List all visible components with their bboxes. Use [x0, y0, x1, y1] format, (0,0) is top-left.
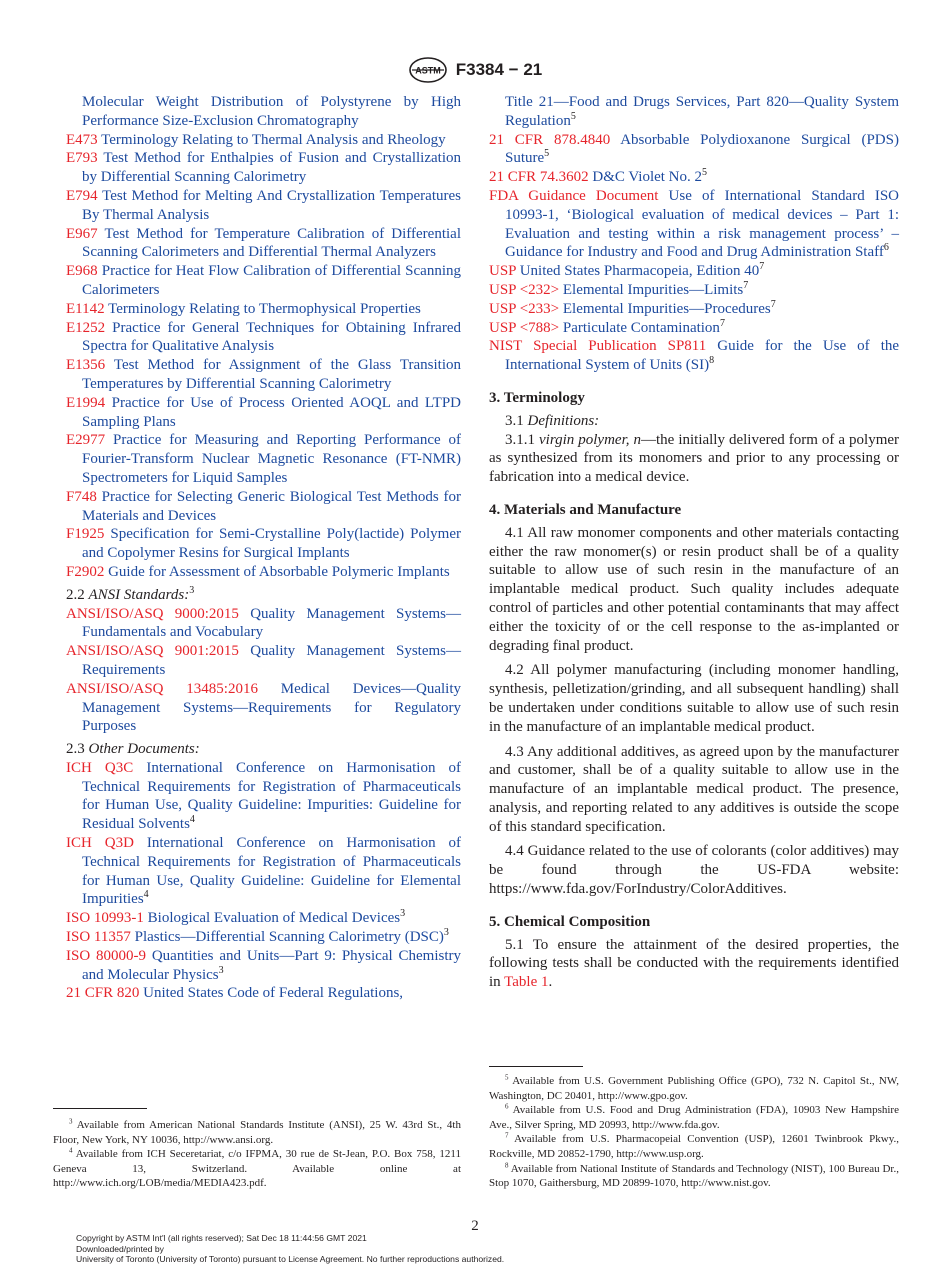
reference-designation[interactable]: ISO 11357 — [66, 929, 131, 946]
reference-entry — [66, 947, 461, 985]
reference-title[interactable]: Plastics—Differential Scanning Calorimetry (DSC) — [134, 929, 444, 946]
footer-line: University of Toronto (University of Toronto) pursuant to License Agreement. No further reproductions authorized. — [76, 1254, 505, 1264]
footnote-number: 6 — [505, 1102, 509, 1111]
reference-title[interactable]: Practice for Measuring and Reporting Performance of Fourier-Transform Nuclear Magnetic Resonance (FT-NMR) Spectrometers for Liquid Samples — [82, 432, 462, 486]
footnote-number: 3 — [69, 1117, 73, 1126]
footnote-text: Available from National Institute of Standards and Technology (NIST), 100 Bureau Dr., Stop 1070, Gaithersburg, MD 20899-1070, http://www.nist.gov. — [489, 1162, 899, 1190]
footnote-marker: 7 — [770, 298, 776, 310]
reference-designation[interactable]: E967 — [66, 225, 98, 242]
section-4-paragraph: 4.3 Any additional additives, as agreed upon by the manufacturer and customer, shall be of a quality suitable to allow use in the manufacture of an implantable medical product. The presence, analysis, and reporting related to any additives is outside the scope of this standard specification. — [489, 743, 899, 835]
reference-title[interactable]: Particulate Contamination — [562, 319, 720, 336]
footnote-marker: 5 — [544, 148, 550, 160]
reference-entry — [489, 319, 899, 338]
referenced-documents-astm — [66, 93, 461, 582]
reference-designation[interactable]: NIST Special Publication SP811 — [489, 338, 707, 355]
footer-line: Downloaded/printed by — [76, 1243, 164, 1254]
reference-title[interactable]: Test Method for Temperature Calibration of Differential Scanning Calorimeters and Differential Thermal Analyzers — [82, 225, 461, 261]
reference-designation[interactable]: ISO 80000-9 — [66, 947, 146, 964]
footnote — [489, 1132, 899, 1161]
reference-designation[interactable]: ISO 10993-1 — [66, 910, 144, 927]
reference-entry — [66, 300, 461, 319]
reference-title[interactable]: Elemental Impurities—Limits — [562, 281, 744, 298]
reference-title[interactable]: Test Method for Enthalpies of Fusion and Crystallization by Differential Scanning Calorimetry — [82, 150, 461, 186]
reference-entry — [66, 759, 461, 834]
reference-title[interactable]: Practice for Use of Process Oriented AOQL and LTPD Sampling Plans — [82, 394, 462, 430]
reference-designation[interactable]: E793 — [66, 150, 98, 167]
reference-title[interactable]: Use of International Standard ISO 10993-1, ‘Biological evaluation of medical devices – Part 1: Evaluation and testing within a risk management process’ – Guidance for Industry and Food and Drug Administration Staff — [505, 187, 900, 261]
astm-logo-icon — [408, 56, 448, 84]
reference-designation[interactable]: F1925 — [66, 526, 105, 543]
reference-designation[interactable]: USP <233> — [489, 300, 560, 317]
document-designation: F3384 − 21 — [455, 60, 543, 79]
reference-entry — [66, 488, 461, 526]
copyright-footer — [76, 1233, 504, 1265]
footnote-rule-left — [53, 1108, 147, 1109]
footnote-marker: 3 — [400, 908, 406, 920]
reference-entry — [66, 525, 461, 563]
reference-title[interactable]: Guide for the Use of the International System of Units (SI) — [505, 338, 900, 374]
reference-title[interactable]: United States Pharmacopeia, Edition 40 — [519, 263, 760, 280]
reference-entry — [66, 984, 461, 1003]
footnote-marker: 4 — [143, 889, 149, 901]
ansi-standards-heading: 2.2 ANSI Standards:$^3$ — [66, 584, 195, 603]
footnote-text: Available from U.S. Pharmacopeial Convention (USP), 12601 Twinbrook Pkwy., Rockville, MD 20852-1790, http://www.usp.org. — [489, 1133, 899, 1160]
footnote-text: Available from U.S. Food and Drug Administration (FDA), 10903 New Hampshire Ave., Silver Spring, MD 20993, http://www.fda.gov. — [489, 1104, 899, 1131]
reference-designation[interactable]: USP <232> — [489, 281, 560, 298]
reference-entry — [66, 642, 461, 680]
page-header — [0, 56, 950, 84]
reference-entry — [66, 563, 461, 582]
footnote-number: 7 — [505, 1131, 509, 1140]
reference-designation[interactable]: USP — [489, 263, 516, 280]
reference-entry — [66, 834, 461, 909]
reference-title[interactable]: International Conference on Harmonisation of Technical Requirements for Registration of Pharmaceuticals for Human Use, Quality Guideline: Impurities: Guideline for Residual Solvents — [82, 759, 462, 833]
reference-designation[interactable]: 21 CFR 74.3602 — [489, 169, 589, 186]
footnote-marker: 3 — [443, 927, 449, 939]
reference-designation[interactable]: ANSI/ISO/ASQ 9001:2015 — [66, 643, 239, 660]
reference-entry — [66, 431, 461, 487]
referenced-documents-other — [66, 759, 461, 1003]
footnote-marker: 7 — [759, 261, 765, 273]
reference-title[interactable]: Molecular Weight Distribution of Polystyrene by High Performance Size-Exclusion Chromatography — [82, 94, 461, 129]
reference-title[interactable]: Quantities and Units—Part 9: Physical Chemistry and Molecular Physics — [82, 947, 461, 983]
reference-entry — [66, 605, 461, 643]
footnote-marker: 7 — [719, 317, 725, 329]
reference-title[interactable]: United States Code of Federal Regulations, — [143, 985, 404, 1002]
svg-text:ASTM: ASTM — [415, 65, 441, 76]
footnote-text: Available from American National Standards Institute (ANSI), 25 W. 43rd St., 4th Floor, New York, NY 10036, http://www.ansi.org. — [53, 1119, 461, 1146]
reference-continuation: Title 21—Food and Drugs Services, Part 820—Quality System Regulation$^5$ — [505, 94, 899, 129]
reference-designation[interactable]: ANSI/ISO/ASQ 13485:2016 — [66, 680, 258, 697]
reference-designation[interactable]: E1994 — [66, 394, 106, 411]
footnotes-right — [489, 1074, 899, 1191]
right-column — [489, 93, 899, 998]
referenced-documents-federal — [489, 131, 899, 375]
section-5-1: 5.1 To ensure the attainment of the desired properties, the following tests shall be conducted with the requirements identified in Table 1. — [489, 936, 899, 991]
footnote — [53, 1118, 461, 1147]
footnote-text: Available from ICH Seceretariat, c/o IFPMA, 30 rue de St-Jean, P.O. Box 758, 1211 Geneva 13, Switzerland. Available online at http://www.ich.org/LOB/media/MEDIA423.pdf. — [53, 1148, 461, 1190]
reference-title[interactable]: Terminology Relating to Thermophysical Properties — [108, 300, 421, 317]
reference-designation[interactable]: E1142 — [66, 300, 105, 317]
reference-title[interactable]: Practice for Heat Flow Calibration of Differential Scanning Calorimeters — [82, 263, 461, 298]
reference-title[interactable]: Specification for Semi-Crystalline Poly(lactide) Polymer and Copolymer Resins for Surgical Implants — [82, 526, 461, 562]
section-3-1: 3.1 Definitions: — [505, 412, 600, 429]
reference-title[interactable]: Elemental Impurities—Procedures — [562, 300, 771, 317]
reference-title[interactable]: International Conference on Harmonisation of Technical Requirements for Registration of Pharmaceuticals for Human Use, Quality Guideline: Guideline for Elemental Impurities — [82, 835, 462, 908]
footnote — [53, 1147, 461, 1191]
section-3-title: 3. Terminology — [489, 389, 585, 406]
table-1-link[interactable]: Table 1 — [504, 974, 549, 991]
reference-entry — [66, 356, 461, 394]
reference-entry — [66, 187, 461, 225]
section-4-paragraph: 4.2 All polymer manufacturing (including monomer handling, synthesis, pelletization/grinding, and all subsequent handling) shall be undertaken under conditions suitable to allow use of such resin in the manufacture of an implantable medical product. — [489, 662, 899, 735]
reference-designation[interactable]: USP <788> — [489, 319, 560, 336]
footnote-number: 8 — [505, 1160, 509, 1169]
reference-designation[interactable]: E1356 — [66, 357, 106, 374]
footnote-number: 4 — [69, 1146, 73, 1155]
referenced-documents-ansi — [66, 605, 461, 737]
reference-entry — [66, 680, 461, 736]
reference-entry — [66, 93, 461, 131]
reference-title[interactable]: Biological Evaluation of Medical Devices — [147, 910, 401, 927]
reference-entry — [489, 168, 899, 187]
reference-entry — [66, 225, 461, 263]
footnote — [489, 1162, 899, 1191]
reference-designation[interactable]: FDA Guidance Document — [489, 187, 659, 204]
reference-designation[interactable]: F748 — [66, 488, 97, 505]
reference-designation[interactable]: ICH Q3C — [66, 759, 134, 776]
footer-line: Copyright by ASTM Int'l (all rights reserved); Sat Dec 18 11:44:56 GMT 2021 — [76, 1233, 367, 1243]
reference-title[interactable]: Practice for Selecting Generic Biological Test Methods for Materials and Devices — [82, 488, 461, 524]
footnote-marker: 5 — [702, 167, 708, 179]
reference-entry — [489, 131, 899, 169]
reference-designation[interactable]: E2977 — [66, 432, 106, 449]
footnote-marker: 4 — [189, 814, 195, 826]
footnote-number: 5 — [505, 1073, 509, 1082]
reference-designation[interactable]: 21 CFR 878.4840 — [489, 131, 611, 148]
reference-title[interactable]: Quality Management Systems—Fundamentals and Vocabulary — [82, 605, 461, 641]
page-number: 2 — [471, 1218, 479, 1234]
reference-entry — [66, 319, 461, 357]
reference-designation[interactable]: E473 — [66, 131, 98, 148]
reference-entry — [66, 928, 461, 947]
reference-title[interactable]: Terminology Relating to Thermal Analysis and Rheology — [101, 131, 446, 148]
reference-entry — [489, 337, 899, 375]
reference-entry — [489, 300, 899, 319]
reference-title[interactable]: Absorbable Polydioxanone Surgical (PDS) Suture — [505, 131, 899, 167]
reference-title[interactable]: D&C Violet No. 2 — [592, 169, 703, 186]
section-4-body — [489, 524, 899, 899]
left-column — [66, 93, 461, 1003]
reference-title[interactable]: Test Method for Assignment of the Glass Transition Temperatures by Differential Scanning Calorimetry — [82, 357, 462, 392]
reference-designation[interactable]: E1252 — [66, 319, 106, 336]
reference-title[interactable]: Quality Management Systems—Requirements — [82, 643, 461, 678]
section-4-paragraph: 4.4 Guidance related to the use of colorants (color additives) may be found through the US-FDA website: https://www.fda.gov/ForIndustry/ColorAdditives. — [489, 843, 899, 898]
footnote — [489, 1074, 899, 1103]
section-4-paragraph: 4.1 All raw monomer components and other materials contacting either the raw monomer(s) or resin product shall be of a quality suitable to allow use of such resin in the manufacture of an implantable medical product. Such quality includes adequate control of particles and other potential contaminants that may affect either the toxicity of or the cell response to the as-implanted or degrading final product. — [489, 524, 899, 654]
reference-designation[interactable]: ANSI/ISO/ASQ 9000:2015 — [66, 605, 239, 622]
reference-designation[interactable]: E968 — [66, 263, 98, 280]
reference-designation[interactable]: E794 — [66, 187, 98, 204]
footnote-rule-right — [489, 1066, 583, 1067]
footnote — [489, 1103, 899, 1132]
reference-title[interactable]: Guide for Assessment of Absorbable Polymeric Implants — [108, 563, 450, 580]
reference-entry — [66, 394, 461, 432]
reference-designation[interactable]: F2902 — [66, 563, 105, 580]
footnote-text: Available from U.S. Government Publishing Office (GPO), 732 N. Capitol St., NW, Washington, DC 20401, http://www.gpo.gov. — [489, 1075, 899, 1102]
footnote-marker: 6 — [883, 242, 889, 254]
reference-entry — [66, 909, 461, 928]
footnotes-left — [53, 1118, 461, 1191]
reference-title[interactable]: Practice for General Techniques for Obtaining Infrared Spectra for Qualitative Analysis — [82, 319, 461, 355]
reference-entry — [66, 131, 461, 150]
section-4-title: 4. Materials and Manufacture — [489, 501, 682, 518]
reference-entry — [489, 281, 899, 300]
reference-title[interactable]: Medical Devices—Quality Management Systems—Requirements for Regulatory Purposes — [82, 680, 462, 735]
section-3-1-1: 3.1.1 virgin polymer, n—the initially delivered form of a polymer as synthesized from its monomers and prior to any processing or fabrication into a medical device. — [489, 431, 900, 486]
other-documents-heading: 2.3 Other Documents: — [66, 741, 200, 758]
reference-entry — [66, 149, 461, 187]
reference-entry — [489, 187, 899, 262]
footnote-marker: 7 — [743, 279, 749, 291]
reference-designation[interactable]: 21 CFR 820 — [66, 985, 140, 1002]
footnote-marker: 8 — [709, 355, 715, 367]
reference-entry — [489, 262, 899, 281]
footnote-marker: 3 — [218, 964, 224, 976]
reference-title[interactable]: Test Method for Melting And Crystallization Temperatures By Thermal Analysis — [82, 187, 461, 223]
reference-entry — [66, 262, 461, 300]
reference-designation[interactable]: ICH Q3D — [66, 835, 134, 852]
section-5-title: 5. Chemical Composition — [489, 913, 651, 930]
